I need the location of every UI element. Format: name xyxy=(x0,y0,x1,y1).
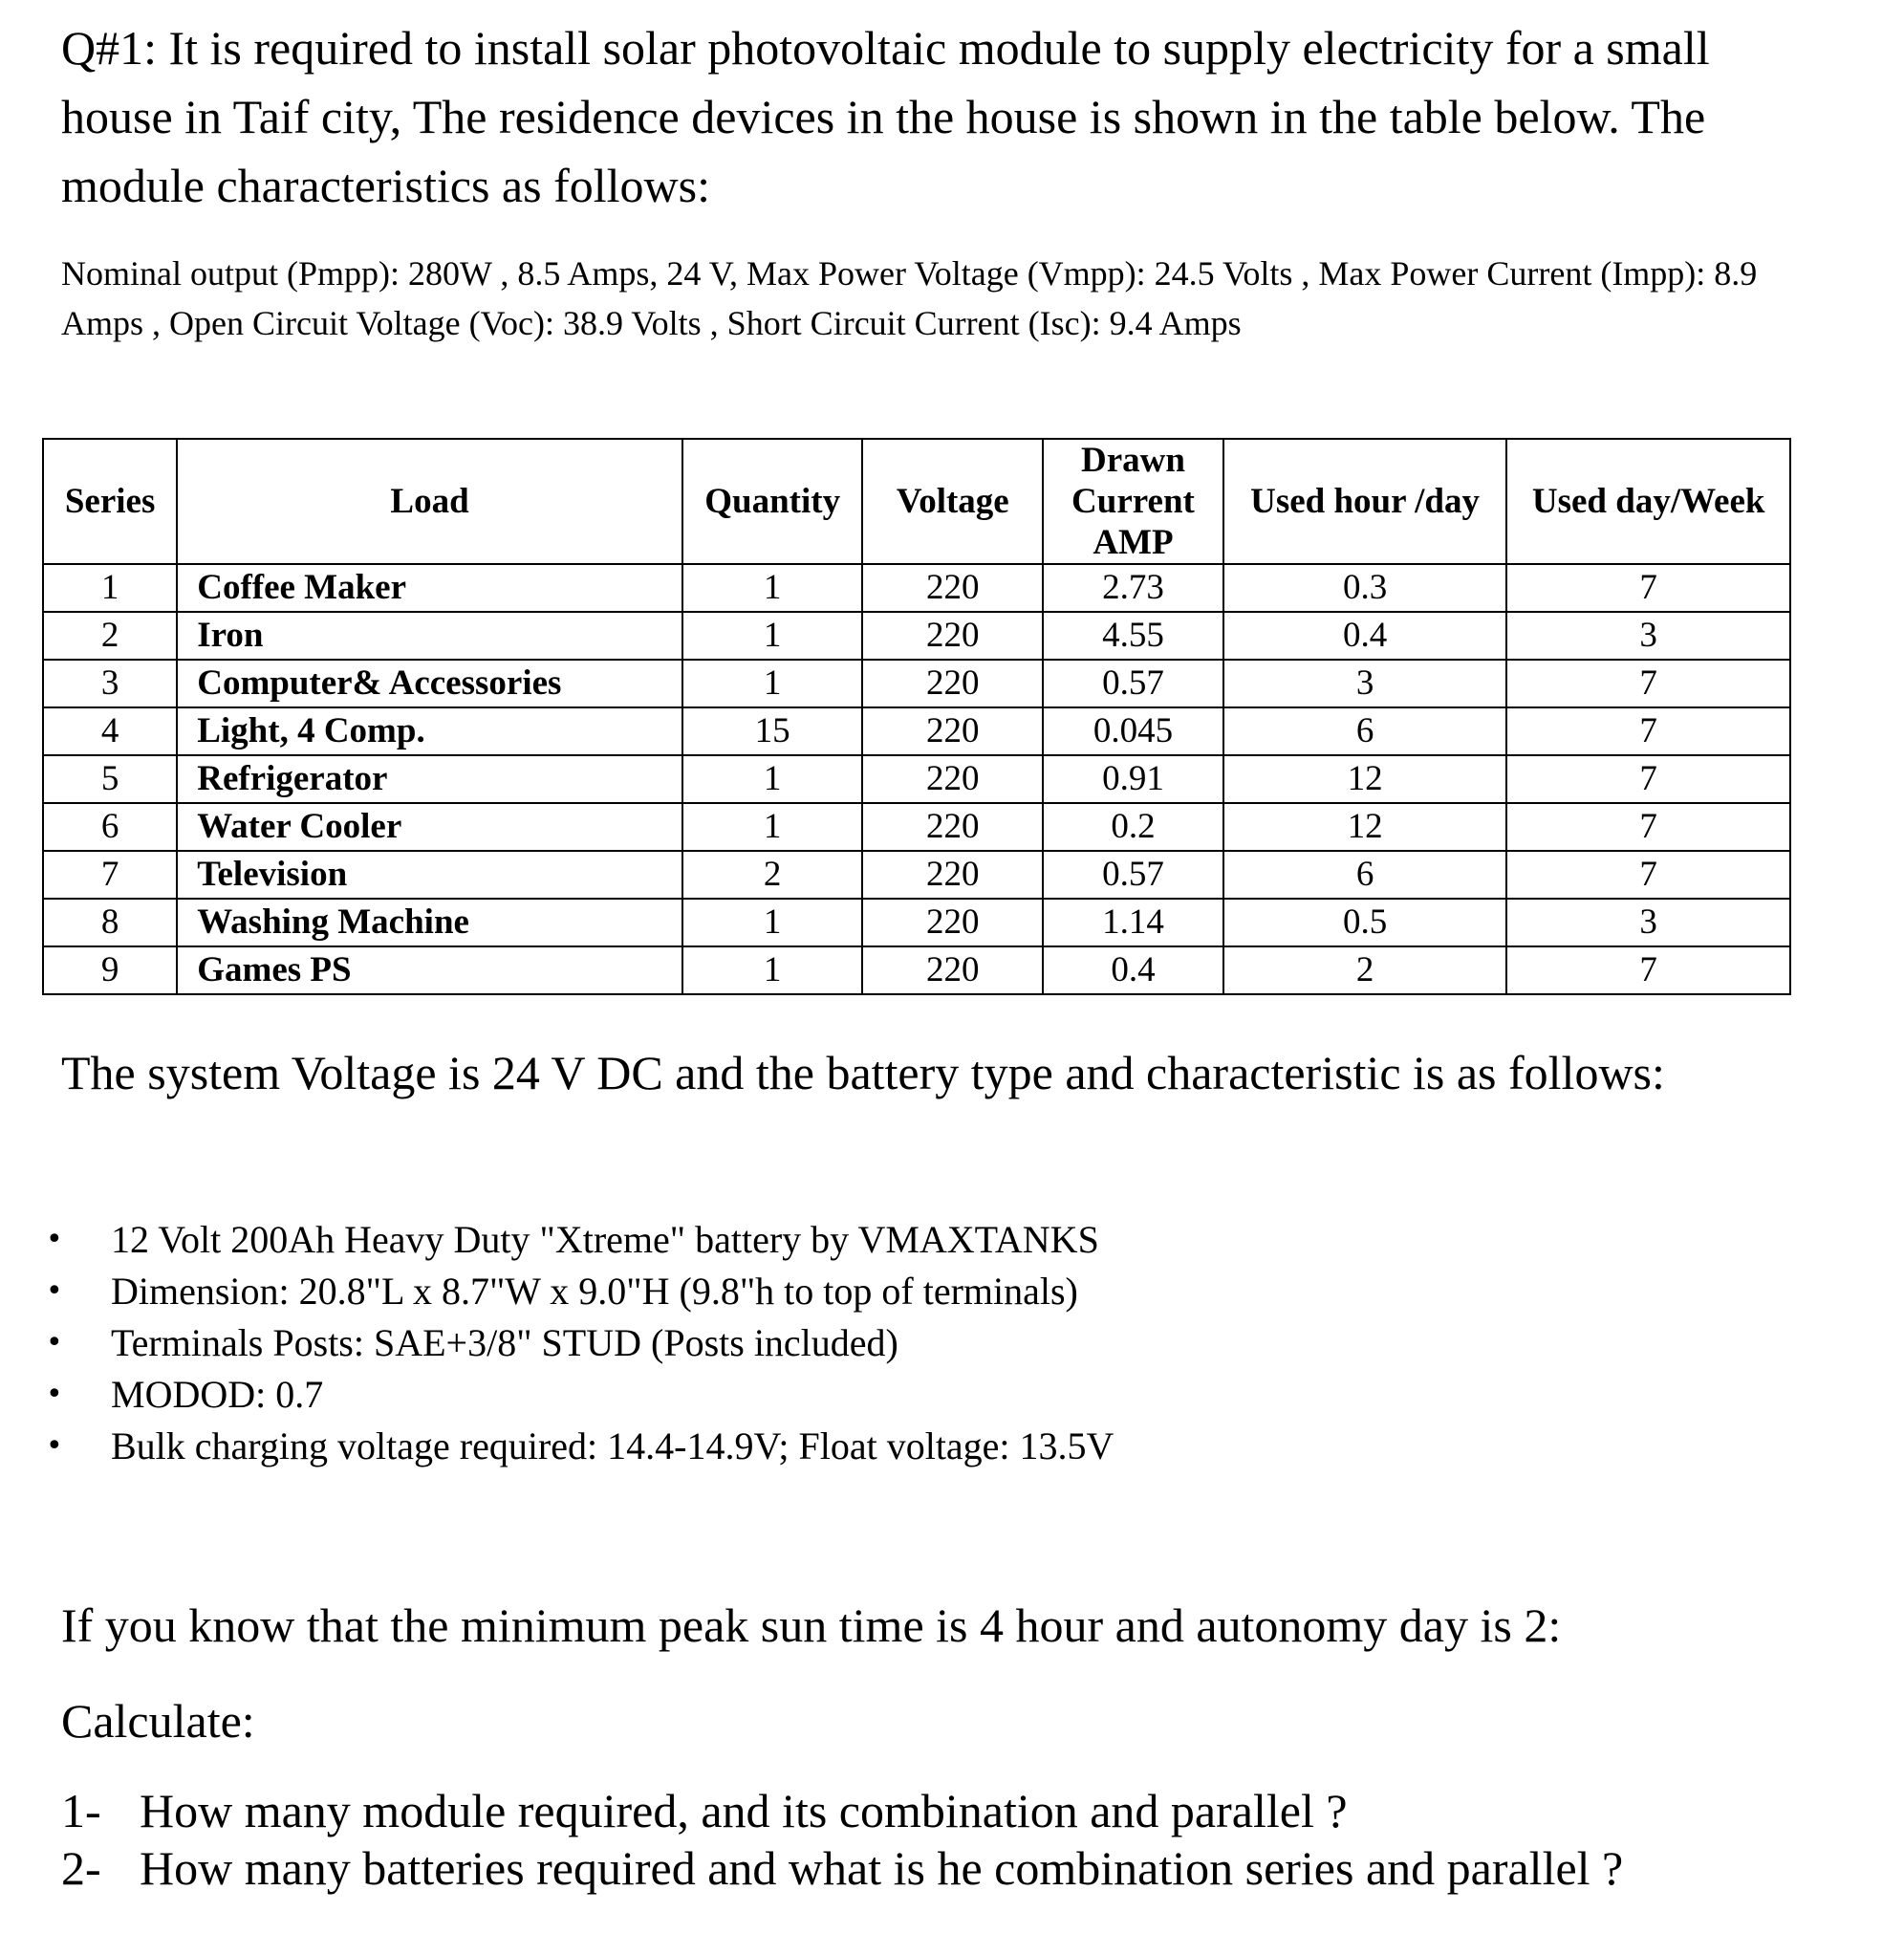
cell-load: Washing Machine xyxy=(177,899,682,946)
header-load: Load xyxy=(177,439,682,564)
cell-voltage: 220 xyxy=(862,851,1043,899)
cell-current: 0.91 xyxy=(1043,755,1223,803)
cell-load: Iron xyxy=(177,612,682,660)
question-item xyxy=(61,1839,1623,1897)
question-text: How many batteries required and what is he combination series and parallel ? xyxy=(140,1841,1624,1895)
cell-current: 2.73 xyxy=(1043,564,1223,612)
table-row xyxy=(43,755,1790,803)
cell-voltage: 220 xyxy=(862,946,1043,994)
cell-hours: 3 xyxy=(1223,660,1507,707)
cell-quantity: 1 xyxy=(682,755,863,803)
table-header-row xyxy=(43,439,1790,564)
cell-quantity: 1 xyxy=(682,564,863,612)
cell-current: 1.14 xyxy=(1043,899,1223,946)
header-voltage: Voltage xyxy=(862,439,1043,564)
cell-quantity: 15 xyxy=(682,707,863,755)
cell-days: 7 xyxy=(1506,946,1790,994)
table-row xyxy=(43,612,1790,660)
calculate-label: Calculate: xyxy=(61,1694,255,1748)
table-row xyxy=(43,564,1790,612)
cell-load: Refrigerator xyxy=(177,755,682,803)
cell-quantity: 1 xyxy=(682,612,863,660)
cell-series: 9 xyxy=(43,946,177,994)
cell-days: 7 xyxy=(1506,755,1790,803)
cell-hours: 12 xyxy=(1223,803,1507,851)
question-number: 1- xyxy=(61,1784,101,1837)
list-item: • MODOD: 0.7 xyxy=(0,1369,1114,1421)
cell-series: 7 xyxy=(43,851,177,899)
cell-hours: 0.5 xyxy=(1223,899,1507,946)
cell-hours: 12 xyxy=(1223,755,1507,803)
cell-voltage: 220 xyxy=(862,707,1043,755)
cell-quantity: 1 xyxy=(682,899,863,946)
cell-series: 3 xyxy=(43,660,177,707)
cell-voltage: 220 xyxy=(862,899,1043,946)
cell-hours: 2 xyxy=(1223,946,1507,994)
cell-quantity: 2 xyxy=(682,851,863,899)
cell-voltage: 220 xyxy=(862,564,1043,612)
cell-days: 3 xyxy=(1506,612,1790,660)
cell-days: 7 xyxy=(1506,851,1790,899)
cell-voltage: 220 xyxy=(862,755,1043,803)
cell-voltage: 220 xyxy=(862,803,1043,851)
battery-intro: The system Voltage is 24 V DC and the battery type and characteristic is as follows: xyxy=(61,1046,1665,1099)
cell-series: 5 xyxy=(43,755,177,803)
cell-voltage: 220 xyxy=(862,612,1043,660)
list-item: • Dimension: 20.8"L x 8.7"W x 9.0"H (9.8"h to top of terminals) xyxy=(0,1266,1114,1317)
cell-voltage: 220 xyxy=(862,660,1043,707)
cell-load: Water Cooler xyxy=(177,803,682,851)
cell-series: 2 xyxy=(43,612,177,660)
cell-quantity: 1 xyxy=(682,946,863,994)
table-row xyxy=(43,660,1790,707)
cell-days: 7 xyxy=(1506,707,1790,755)
header-current-line2: Current xyxy=(1071,482,1195,521)
cell-series: 6 xyxy=(43,803,177,851)
table-row xyxy=(43,707,1790,755)
question-list xyxy=(61,1782,1623,1897)
cell-current: 0.045 xyxy=(1043,707,1223,755)
question-number: 2- xyxy=(61,1841,101,1895)
cell-hours: 0.3 xyxy=(1223,564,1507,612)
table-row xyxy=(43,946,1790,994)
question-text: How many module required, and its combination and parallel ? xyxy=(140,1784,1348,1837)
question-item xyxy=(61,1782,1623,1839)
cell-current: 0.4 xyxy=(1043,946,1223,994)
header-series: Series xyxy=(43,439,177,564)
cell-hours: 6 xyxy=(1223,707,1507,755)
cell-load: Light, 4 Comp. xyxy=(177,707,682,755)
battery-spec-list xyxy=(0,1214,1114,1472)
load-table xyxy=(42,438,1791,995)
cell-load: Television xyxy=(177,851,682,899)
given-conditions: If you know that the minimum peak sun time is 4 hour and autonomy day is 2: xyxy=(61,1598,1562,1652)
cell-days: 7 xyxy=(1506,660,1790,707)
table-row xyxy=(43,803,1790,851)
cell-current: 0.2 xyxy=(1043,803,1223,851)
cell-series: 4 xyxy=(43,707,177,755)
module-specs: Nominal output (Pmpp): 280W , 8.5 Amps, 24 V, Max Power Voltage (Vmpp): 24.5 Volts , Max Power Current (Impp): 8.9 Amps , Open Circuit Voltage (Voc): 38.9 Volts , Short Circuit Current (Isc): 9.4 Amps xyxy=(61,254,1758,342)
cell-current: 0.57 xyxy=(1043,660,1223,707)
header-current-line1: Drawn xyxy=(1080,441,1185,480)
header-days: Used day/Week xyxy=(1506,439,1790,564)
cell-current: 4.55 xyxy=(1043,612,1223,660)
list-item: • 12 Volt 200Ah Heavy Duty "Xtreme" battery by VMAXTANKS xyxy=(0,1214,1114,1266)
cell-current: 0.57 xyxy=(1043,851,1223,899)
cell-days: 7 xyxy=(1506,803,1790,851)
cell-series: 1 xyxy=(43,564,177,612)
list-item: • Terminals Posts: SAE+3/8" STUD (Posts included) xyxy=(0,1317,1114,1369)
cell-hours: 6 xyxy=(1223,851,1507,899)
cell-hours: 0.4 xyxy=(1223,612,1507,660)
question-intro: Q#1: It is required to install solar photovoltaic module to supply electricity for a small house in Taif city, The residence devices in the house is shown in the table below. The module characteristics as follows: xyxy=(61,21,1710,212)
cell-load: Coffee Maker xyxy=(177,564,682,612)
header-hours: Used hour /day xyxy=(1223,439,1507,564)
header-current-line3: AMP xyxy=(1093,523,1174,562)
cell-series: 8 xyxy=(43,899,177,946)
header-quantity: Quantity xyxy=(682,439,863,564)
table-row xyxy=(43,851,1790,899)
cell-days: 3 xyxy=(1506,899,1790,946)
header-current xyxy=(1043,439,1223,564)
list-item: • Bulk charging voltage required: 14.4-14.9V; Float voltage: 13.5V xyxy=(0,1421,1114,1472)
cell-load: Computer& Accessories xyxy=(177,660,682,707)
cell-quantity: 1 xyxy=(682,660,863,707)
cell-quantity: 1 xyxy=(682,803,863,851)
cell-days: 7 xyxy=(1506,564,1790,612)
table-row xyxy=(43,899,1790,946)
cell-load: Games PS xyxy=(177,946,682,994)
